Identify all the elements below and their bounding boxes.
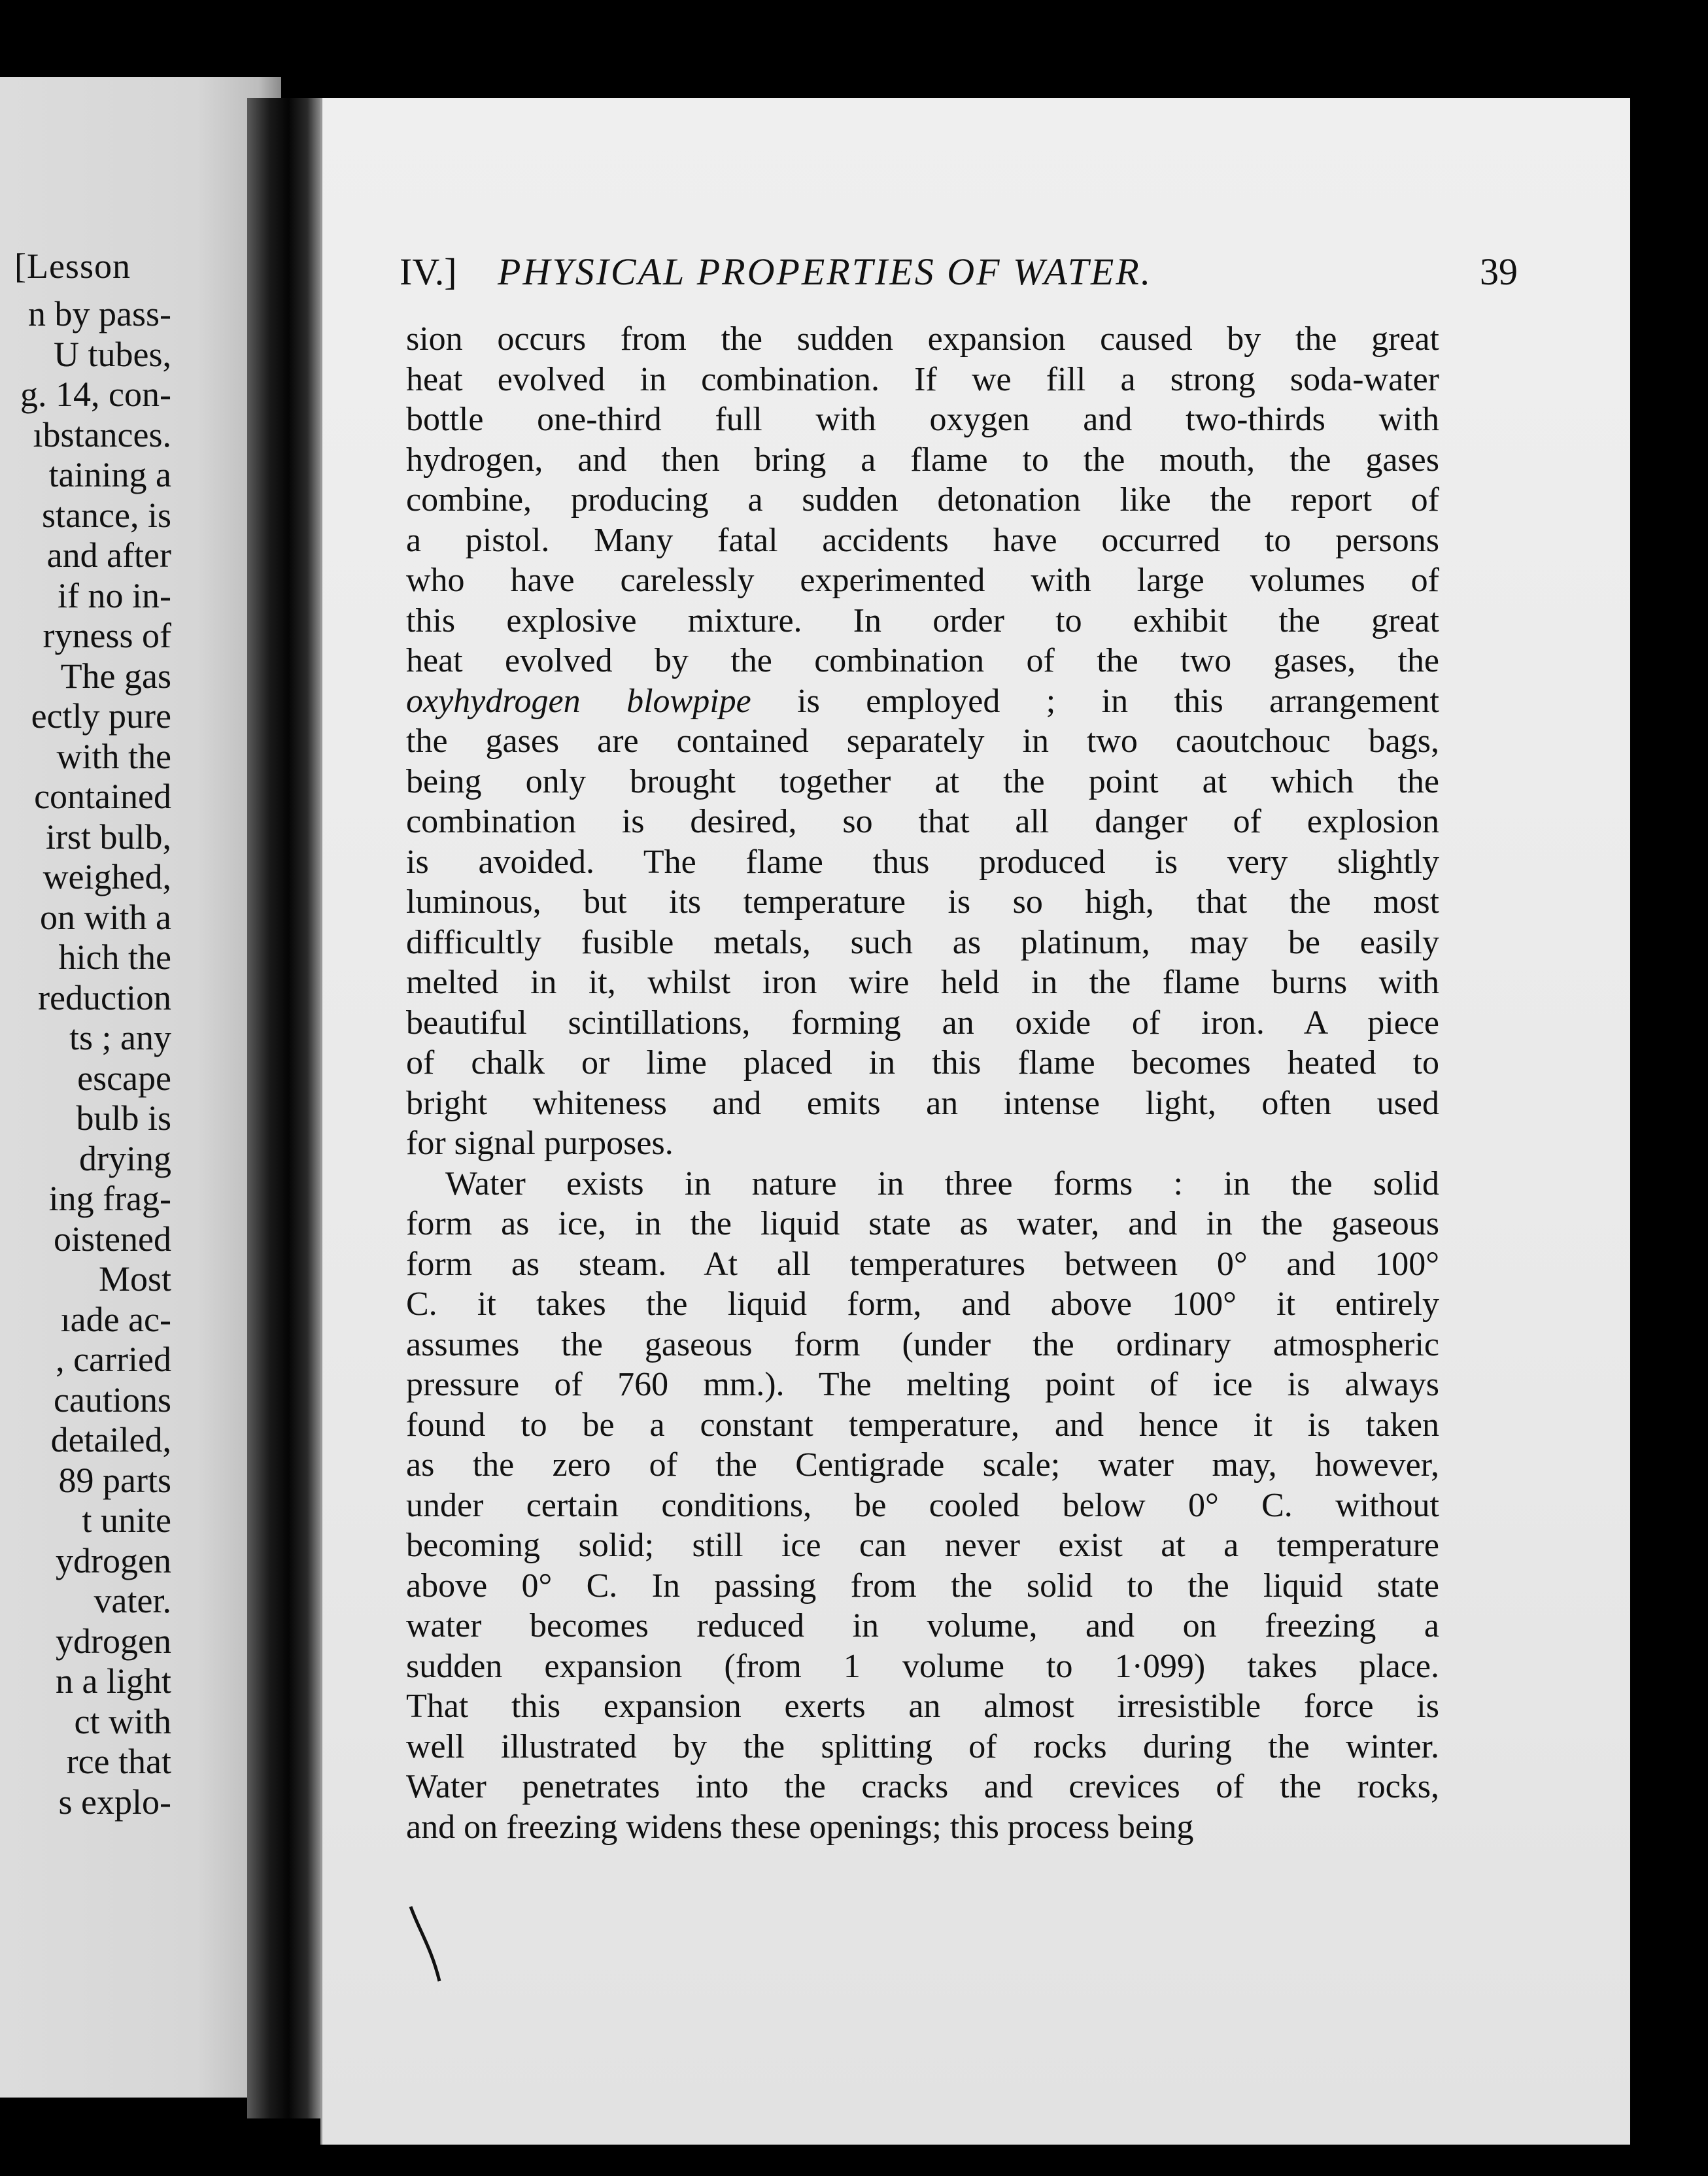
body-line: combine, producing a sudden detonation like the report of bbox=[406, 481, 1439, 518]
body-line: combination is desired, so that all danger of explosion bbox=[406, 803, 1439, 840]
stray-pen-mark bbox=[405, 1903, 451, 1988]
left-page-line: oistened bbox=[54, 1219, 171, 1259]
left-page-line: , carried bbox=[56, 1340, 171, 1379]
left-page bbox=[0, 77, 281, 2098]
body-line: heat evolved by the combination of the two gases, the bbox=[406, 642, 1439, 679]
left-page-text bbox=[20, 294, 171, 1822]
left-page-line: ıade ac- bbox=[60, 1299, 171, 1339]
body-line: pressure of 760 mm.). The melting point of ice is always bbox=[406, 1366, 1439, 1403]
left-page-line: rce that bbox=[66, 1742, 171, 1781]
body-line: and on freezing widens these openings; this process being bbox=[406, 1808, 1194, 1846]
left-page-line: ing frag- bbox=[48, 1179, 171, 1218]
body-line: C. it takes the liquid form, and above 100° it entirely bbox=[406, 1285, 1439, 1323]
left-page-line: The gas bbox=[60, 656, 171, 696]
left-page-line: U tubes, bbox=[54, 334, 171, 374]
body-line: for signal purposes. bbox=[406, 1125, 674, 1162]
body-line: is avoided. The flame thus produced is very slightly bbox=[406, 843, 1439, 881]
left-page-line: weighed, bbox=[43, 857, 171, 896]
body-line: bright whiteness and emits an intense light, often used bbox=[406, 1084, 1439, 1122]
left-page-line: ydrogen bbox=[56, 1621, 171, 1661]
left-page-line: taining a bbox=[48, 455, 171, 494]
body-line: difficultly fusible metals, such as platinum, may be easily bbox=[406, 923, 1439, 961]
body-line: form as ice, in the liquid state as water, and in the gaseous bbox=[406, 1205, 1439, 1242]
body-line: That this expansion exerts an almost irresistible force is bbox=[406, 1688, 1439, 1725]
left-page-line: on with a bbox=[40, 897, 171, 937]
left-page-line: with the bbox=[56, 736, 171, 776]
body-line: above 0° C. In passing from the solid to the liquid state bbox=[406, 1567, 1439, 1605]
left-page-line: cautions bbox=[54, 1380, 171, 1420]
left-page-line: ıbstances. bbox=[33, 415, 171, 454]
italic-term: oxyhydrogen blowpipe bbox=[406, 682, 751, 720]
body-line: who have carelessly experimented with large volumes of bbox=[406, 562, 1439, 599]
left-page-line: reduction bbox=[38, 978, 171, 1017]
body-line: luminous, but its temperature is so high, that the most bbox=[406, 883, 1439, 921]
chapter-title: PHYSICAL PROPERTIES OF WATER. bbox=[498, 250, 1153, 293]
body-line: melted in it, whilst iron wire held in the flame burns with bbox=[406, 964, 1439, 1001]
body-line: assumes the gaseous form (under the ordinary atmospheric bbox=[406, 1325, 1439, 1363]
running-head bbox=[400, 250, 1518, 302]
body-line: heat evolved in combination. If we fill a strong soda-water bbox=[406, 360, 1439, 398]
page-number: 39 bbox=[1480, 250, 1518, 293]
left-page-line: drying bbox=[79, 1138, 171, 1178]
lesson-number: IV.] bbox=[400, 250, 457, 293]
left-page-line: 89 parts bbox=[58, 1460, 171, 1500]
body-line: well illustrated by the splitting of rocks during the winter. bbox=[406, 1727, 1439, 1765]
body-line: being only brought together at the point at which the bbox=[406, 762, 1439, 800]
body-line: as the zero of the Centigrade scale; water may, however, bbox=[406, 1446, 1439, 1484]
left-page-line: ectly pure bbox=[31, 696, 171, 736]
body-text bbox=[406, 319, 1439, 1847]
body-line: a pistol. Many fatal accidents have occurred to persons bbox=[406, 521, 1439, 559]
left-page-line: t unite bbox=[82, 1501, 171, 1540]
body-line: sion occurs from the sudden expansion caused by the great bbox=[406, 320, 1439, 358]
left-page-line: ydrogen bbox=[56, 1540, 171, 1580]
left-page-line: stance, is bbox=[42, 495, 171, 535]
left-page-line: ryness of bbox=[43, 616, 171, 655]
body-line: this explosive mixture. In order to exhibit the great bbox=[406, 602, 1439, 639]
left-page-line: ct with bbox=[74, 1701, 171, 1741]
body-line: bottle one-third full with oxygen and two-thirds with bbox=[406, 401, 1439, 438]
body-line: becoming solid; still ice can never exist at a temperature bbox=[406, 1527, 1439, 1564]
left-page-line: vater. bbox=[94, 1581, 171, 1620]
left-page-line: Most bbox=[98, 1259, 171, 1299]
left-running-head: [Lesson bbox=[14, 246, 131, 286]
body-line: Water penetrates into the cracks and crevices of the rocks, bbox=[406, 1768, 1439, 1805]
body-line: under certain conditions, be cooled below 0° C. without bbox=[406, 1486, 1439, 1524]
body-line: Water exists in nature in three forms : in the solid bbox=[445, 1164, 1439, 1202]
left-page-line: s explo- bbox=[58, 1782, 171, 1822]
left-page-line: ts ; any bbox=[69, 1018, 171, 1057]
left-page-line: hich the bbox=[58, 938, 171, 977]
body-line: found to be a constant temperature, and hence it is taken bbox=[406, 1406, 1439, 1444]
left-page-line: contained bbox=[34, 777, 171, 816]
right-page bbox=[320, 98, 1630, 2145]
body-line: sudden expansion (from 1 volume to 1·099) takes place. bbox=[406, 1647, 1439, 1685]
left-page-line: escape bbox=[77, 1058, 171, 1098]
left-page-line: n by pass- bbox=[28, 294, 171, 333]
body-line: of chalk or lime placed in this flame becomes heated to bbox=[406, 1044, 1439, 1081]
left-page-line: bulb is bbox=[76, 1098, 171, 1138]
left-page-line: g. 14, con- bbox=[20, 375, 171, 414]
body-line: the gases are contained separately in two caoutchouc bags, bbox=[406, 722, 1439, 760]
body-line: beautiful scintillations, forming an oxide of iron. A piece bbox=[406, 1004, 1439, 1042]
left-page-line: irst bulb, bbox=[45, 817, 171, 857]
left-page-line: n a light bbox=[56, 1661, 171, 1701]
left-page-line: if no in- bbox=[58, 575, 171, 615]
book-spine-gutter bbox=[247, 98, 322, 2118]
body-line: water becomes reduced in volume, and on freezing a bbox=[406, 1607, 1439, 1644]
body-line: hydrogen, and then bring a flame to the mouth, the gases bbox=[406, 441, 1439, 479]
left-page-line: and after bbox=[46, 536, 171, 575]
body-line: form as steam. At all temperatures between 0° and 100° bbox=[406, 1245, 1439, 1283]
left-page-line: detailed, bbox=[50, 1420, 171, 1459]
body-line: oxyhydrogen blowpipe is employed ; in this arrangement bbox=[406, 682, 1439, 720]
